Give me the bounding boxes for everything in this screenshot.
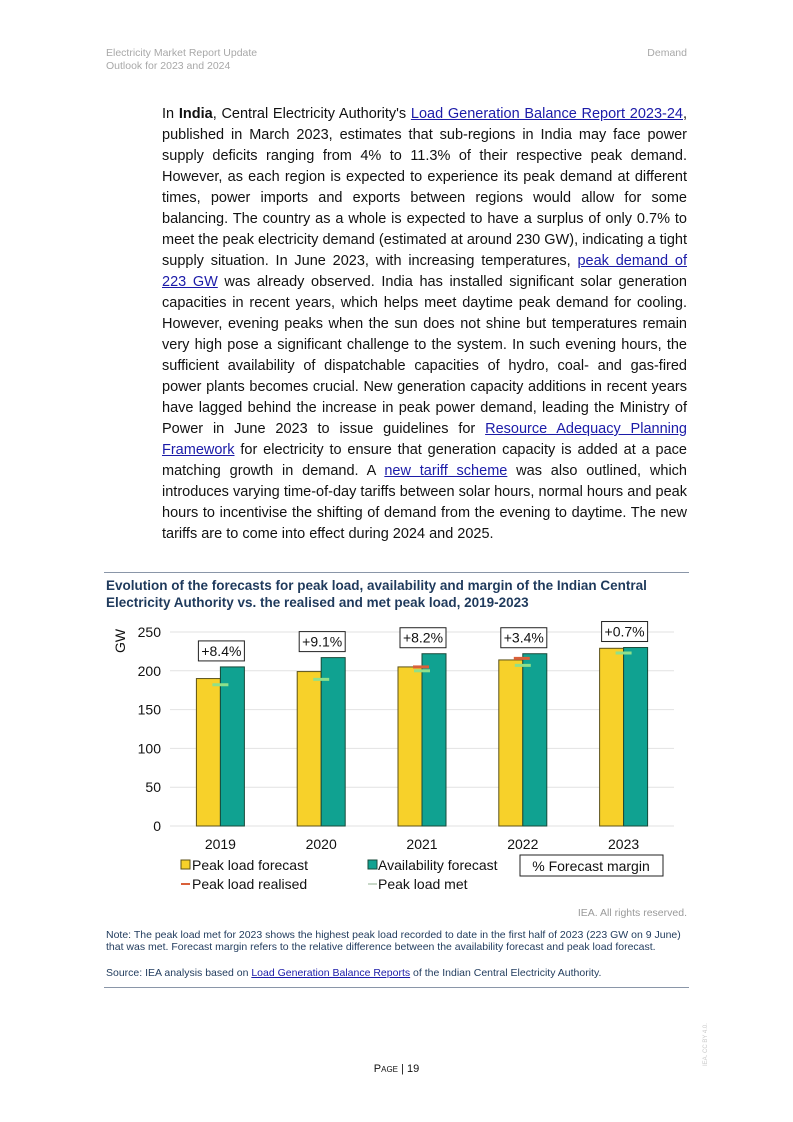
margin-label: +3.4%	[503, 629, 544, 646]
y-tick-label: 0	[153, 818, 161, 834]
legend-swatch-peak-load-forecast	[181, 860, 190, 869]
report-title: Electricity Market Report Update	[106, 47, 258, 59]
link-peak-demand[interactable]: peak demand of 223 GW	[162, 253, 687, 290]
legend-peak-load-forecast: Peak load forecast	[192, 857, 308, 873]
figure-bottom-rule	[104, 987, 689, 988]
text-run: , published in March 2023, estimates that sub-regions in India may face power supply deficits ranging from 4% to 11.3% of their respective peak demand. However, as each region is expected to experience its peak demand at different times, power imports and exports between regions would allow for some balancing. The country as a whole is expected to have a surplus of only 0.7% to meet the peak electricity demand (estimated at around 230 GW), indicating a tight supply situation. In June 2023, with increasing temperatures,	[162, 106, 688, 269]
page-number	[0, 1063, 793, 1075]
margin-label: +9.1%	[302, 633, 343, 650]
link-lgbr-report[interactable]: Load Generation Balance Report 2023-24	[410, 106, 683, 122]
y-tick-label: 50	[145, 779, 161, 796]
margin-label: +8.4%	[201, 642, 242, 659]
y-tick-label: 250	[137, 624, 161, 640]
bar-peak-load-forecast	[600, 648, 624, 826]
figure-title: Evolution of the forecasts for peak load, availability and margin of the Indian Central Electricity Authority vs. the realised and met peak load, 2019-2023	[106, 578, 647, 610]
bar-peak-load-forecast	[398, 667, 422, 826]
text-run: |	[398, 1063, 407, 1075]
figure-source	[106, 967, 686, 979]
x-tick-label: 2019	[204, 836, 236, 852]
bar-chart	[104, 615, 694, 900]
link-source-reports[interactable]: Load Generation Balance Reports	[251, 967, 411, 979]
text-run: of the Indian Central Electricity Authority.	[410, 967, 602, 979]
chart-canvas	[104, 615, 694, 900]
figure-note: Note: The peak load met for 2023 shows the highest peak load recorded to date in the first half of 2023 (223 GW on 9 June) that was met. Forecast margin refers to the relative difference between the availability forecast and peak load forecast.	[106, 929, 681, 953]
page-number-value: 19	[406, 1063, 420, 1075]
margin-label: +0.7%	[604, 623, 645, 640]
bold-country: India	[178, 106, 213, 122]
text-run: Source: IEA analysis based on	[106, 967, 252, 979]
x-tick-label: 2023	[608, 836, 640, 852]
x-tick-label: 2022	[507, 836, 539, 852]
bar-availability-forecast	[422, 654, 446, 826]
y-tick-label: 200	[137, 662, 161, 679]
bar-peak-load-forecast	[196, 679, 220, 826]
x-tick-label: 2021	[406, 836, 438, 852]
bar-availability-forecast	[321, 658, 345, 826]
legend-swatch-availability-forecast	[368, 860, 377, 869]
text-run: for electricity to ensure that generation capacity is added at a pace matching growth in demand. A	[162, 442, 687, 479]
margin-label: +8.2%	[402, 629, 444, 646]
bar-availability-forecast	[220, 667, 244, 826]
bar-availability-forecast	[624, 648, 648, 826]
report-subtitle: Outlook for 2023 and 2024	[106, 60, 231, 72]
y-tick-label: 100	[137, 740, 161, 757]
y-tick-label: 150	[137, 701, 161, 718]
legend-availability-forecast: Availability forecast	[378, 857, 498, 873]
bar-peak-load-forecast	[297, 672, 321, 826]
text-run: was also outlined, which introduces varying time-of-day tariffs between solar hours, normal hours and peak hours to incentivise the shifting of demand from the evening to daytime. The new tariffs are to come into effect during 2024 and 2025.	[162, 463, 687, 542]
legend-forecast-margin: % Forecast margin	[532, 858, 650, 874]
body-paragraph	[162, 104, 687, 545]
section-name: Demand	[647, 47, 687, 59]
legend-peak-load-realised: Peak load realised	[192, 876, 308, 892]
license-side-text: IEA. CC BY 4.0.	[703, 1023, 709, 1066]
link-resource-adequacy[interactable]: Resource Adequacy Planning Framework	[162, 421, 687, 458]
x-tick-label: 2020	[305, 836, 337, 852]
text-run: was already observed. India has installed significant solar generation capacities in recent years, which helps meet daytime peak demand for cooling. However, evening peaks when the sun does not shine but temperatures remain very high pose a significant challenge to the system. In such evening hours, the sufficient availability of dispatchable capacities of hydro, coal- and gas-fired power plants becomes crucial. New generation capacity additions in recent years have lagged behind the increase in peak power demand, leading the Ministry of Power in June 2023 to issue guidelines for	[162, 274, 688, 437]
text-run: , Central Electricity Authority's	[212, 106, 411, 122]
figure-top-rule	[104, 572, 689, 573]
y-axis-label: GW	[112, 628, 128, 654]
page-label: Page	[373, 1063, 398, 1075]
text-run: In	[162, 106, 179, 122]
link-tariff-scheme[interactable]: new tariff scheme	[384, 463, 508, 479]
bar-peak-load-forecast	[499, 660, 523, 826]
bar-availability-forecast	[523, 654, 547, 826]
running-header-left	[106, 47, 257, 73]
legend-peak-load-met: Peak load met	[378, 876, 468, 892]
rights-notice: IEA. All rights reserved.	[577, 907, 687, 919]
